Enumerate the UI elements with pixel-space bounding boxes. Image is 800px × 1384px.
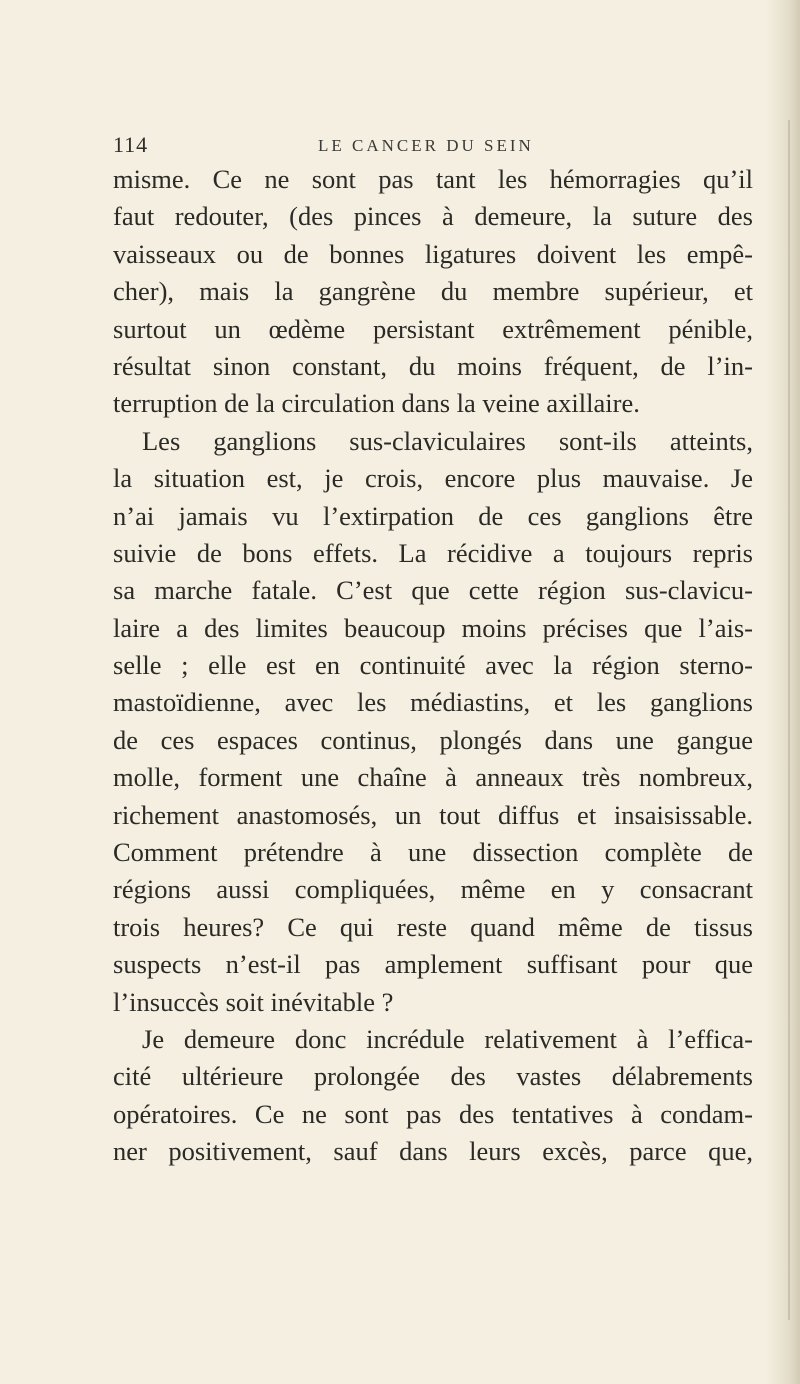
- text-line: Les ganglions sus-claviculaires sont-ils atteints,: [142, 425, 753, 456]
- text-line: suivie de bons effets. La récidive a toujours repris: [113, 537, 753, 568]
- text-line: résultat sinon constant, du moins fréquent, de l’in-: [113, 350, 753, 381]
- text-line: laire a des limites beaucoup moins précises que l’ais-: [113, 612, 753, 643]
- text-line: cher), mais la gangrène du membre supérieur, et: [113, 276, 753, 307]
- text-line: richement anastomosés, un tout diffus et insaisissable.: [113, 799, 753, 830]
- running-title: LE CANCER DU SEIN: [318, 136, 534, 155]
- text-line: l’insuccès soit inévitable ?: [113, 986, 394, 1017]
- page-number: 114: [113, 132, 149, 157]
- page-edge-shadow: [766, 0, 800, 1384]
- text-line: molle, forment une chaîne à anneaux très nombreux,: [113, 762, 753, 793]
- text-line: de ces espaces continus, plongés dans une gangue: [113, 724, 753, 755]
- text-line: ner positivement, sauf dans leurs excès, parce que,: [113, 1136, 753, 1167]
- text-line: terruption de la circulation dans la veine axillaire.: [113, 388, 640, 419]
- text-line: mastoïdienne, avec les médiastins, et les ganglions: [113, 687, 753, 718]
- body-text: [113, 161, 753, 1171]
- text-line: sa marche fatale. C’est que cette région sus-clavicu-: [113, 575, 753, 606]
- page-edge-line: [788, 120, 790, 1320]
- text-line: selle ; elle est en continuité avec la région sterno-: [113, 650, 753, 681]
- text-line: faut redouter, (des pinces à demeure, la suture des: [113, 201, 753, 232]
- text-line: opératoires. Ce ne sont pas des tentatives à condam-: [113, 1098, 753, 1129]
- text-line: cité ultérieure prolongée des vastes délabrements: [113, 1061, 753, 1092]
- text-line: Comment prétendre à une dissection complète de: [113, 837, 753, 868]
- text-line: Je demeure donc incrédule relativement à l’effica-: [142, 1023, 753, 1054]
- text-line: vaisseaux ou de bonnes ligatures doivent les empê-: [113, 238, 753, 269]
- text-line: la situation est, je crois, encore plus mauvaise. Je: [113, 463, 753, 494]
- text-line: trois heures? Ce qui reste quand même de tissus: [113, 911, 753, 942]
- text-line: suspects n’est-il pas amplement suffisant pour que: [113, 949, 753, 980]
- text-line: surtout un œdème persistant extrêmement pénible,: [113, 313, 753, 344]
- page-header: [113, 132, 753, 158]
- text-line: n’ai jamais vu l’extirpation de ces ganglions être: [113, 500, 753, 531]
- text-line: misme. Ce ne sont pas tant les hémorragies qu’il: [113, 164, 753, 194]
- text-line: régions aussi compliquées, même en y consacrant: [113, 874, 753, 905]
